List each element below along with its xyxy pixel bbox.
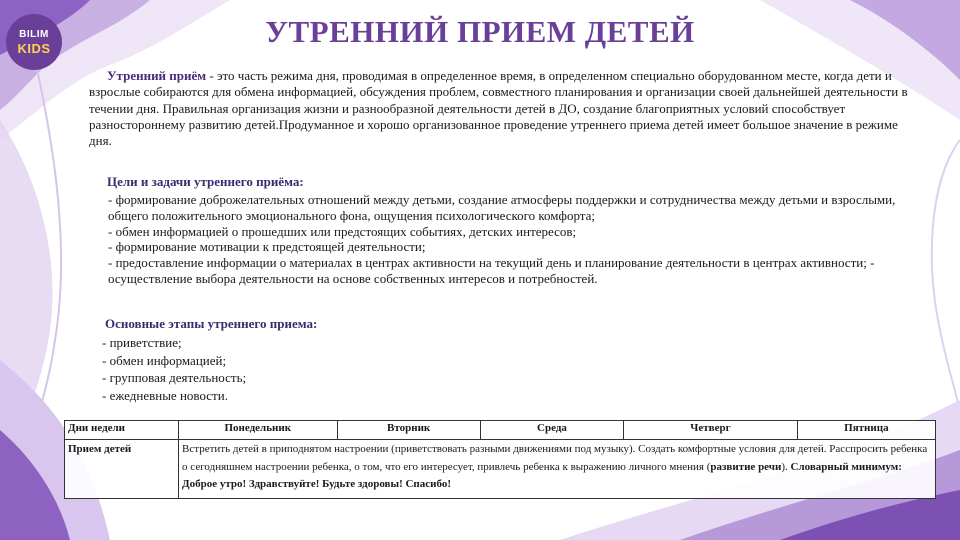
goal-item: - предоставление информации о материалах в центрах активности на текущий день и планирование деятельности в центрах активности; - осуществление выбора деятельности на основе собственных интересов и потребностей. [108, 255, 875, 286]
table-row [65, 440, 936, 499]
right-wave-line [932, 140, 960, 420]
stage-item: - групповая деятельность; [102, 370, 247, 385]
row-description [179, 440, 936, 499]
goals-list [108, 192, 920, 287]
page-title: УТРЕННИЙ ПРИЕМ ДЕТЕЙ [265, 14, 695, 49]
description-middle: ). [781, 460, 791, 473]
stage-item: - приветствие; [102, 335, 182, 350]
goals-heading: Цели и задачи утреннего приёма: [107, 174, 304, 189]
schedule-table [64, 420, 936, 499]
header-cell-friday: Пятница [797, 421, 935, 440]
intro-text: - это часть режима дня, проводимая в определенное время, в определенном специально оборудованном месте, когда дети и взрослые собираются для обмена информацией, обсуждения проблем, совместного планирования и организации своей дальнейшей деятельности в течении дня. Правильная организация жизни и разнообразной деятельности детей в ДО, создание благоприятных условий способствует разностороннему развитию детей.Продуманное и хорошо организованное проведение утреннего приема детей имеет большое значение в режиме дня. [89, 68, 908, 149]
description-bold-1: развитие речи [710, 460, 782, 473]
goal-item: - формирование мотивации к предстоящей деятельности; [108, 239, 426, 255]
logo-line-1: BILIM [19, 28, 49, 40]
header-cell-tuesday: Вторник [337, 421, 480, 440]
stages-list [102, 334, 502, 404]
stage-item: - ежедневные новости. [102, 387, 228, 403]
intro-paragraph [89, 68, 919, 149]
header-cell-thursday: Четверг [624, 421, 798, 440]
table-header-row [65, 421, 936, 440]
header-cell-days: Дни недели [65, 421, 179, 440]
logo-line-2: KIDS [17, 40, 51, 56]
stage-item: - обмен информацией; [102, 352, 227, 368]
description-text: Встретить детей в приподнятом настроении (приветствовать разными движениями под музыку). Создать комфортные условия для детей. Расспросить ребенка о сегодняшнем настроении ребенка, о том, что его интересует, привлечь ребенка к выражению личного мнения ( [182, 443, 928, 473]
header-cell-monday: Понедельник [179, 421, 337, 440]
stages-heading: Основные этапы утреннего приема: [105, 316, 318, 331]
goal-item: - формирование доброжелательных отношений между детьми, создание атмосферы поддержки и сотрудничества между детьми и взрослыми, общего положительного эмоционального фона, ощущения психологического комфорта; [108, 192, 896, 223]
intro-keyword: Утренний приём [107, 68, 207, 83]
goal-item: - обмен информацией о прошедших или предстоящих событиях, детских интересов; [108, 223, 577, 239]
row-label: Прием детей [65, 440, 179, 499]
description-bold-2: Словарный минимум: Доброе утро! Здравствуйте! Будьте здоровы! Спасибо! [182, 460, 902, 490]
header-cell-wednesday: Среда [480, 421, 623, 440]
